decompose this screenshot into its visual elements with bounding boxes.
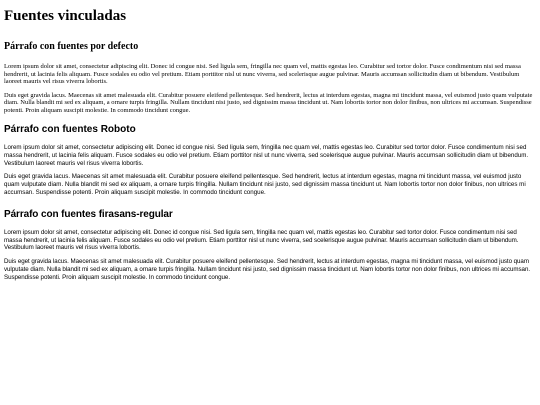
section-heading-default: Párrafo con fuentes por defecto bbox=[4, 41, 139, 52]
section-heading-firasans: Párrafo con fuentes firasans-regular bbox=[4, 208, 173, 220]
paragraph-roboto-2: Duis eget gravida lacus. Maecenas sit amet malesuada elit. Curabitur posuere eleifend pellentesque. Sed hendrerit, lectus at interdum egestas, magna mi tincidunt massa, vel euismod justo quam vulputate diam. Nulla blandit mi sed ex aliquam, a ornare turpis fringilla. Nullam tincidunt nisi justo, sed dignissim massa tincidunt ut. Nam lobortis tortor non dolor finibus, non ultrices mi accumsan. Suspendisse potenti. Proin aliquam suscipit molestie. In commodo tincidunt congue. bbox=[4, 173, 526, 196]
paragraph-firasans-2: Duis eget gravida lacus. Maecenas sit amet malesuada elit. Curabitur posuere eleifend pellentesque. Sed hendrerit, lectus at interdum egestas, magna mi tincidunt massa, vel euismod justo quam vulputate diam. Nulla blandit mi sed ex aliquam, a ornare turpis fringilla. Nullam tincidunt nisi justo, sed dignissim massa tincidunt ut. Nam lobortis tortor non dolor finibus, non ultrices mi accumsan. Suspendisse potenti. Proin aliquam suscipit molestie. In commodo tincidunt congue. bbox=[4, 258, 531, 281]
section-firasans-fonts bbox=[4, 209, 536, 282]
paragraph-roboto-1: Lorem ipsum dolor sit amet, consectetur adipiscing elit. Donec id congue nisi. Sed ligula sem, fringilla nec quam vel, mattis egestas leo. Curabitur sed tortor dolor. Fusce condimentum nisi sed massa hendrerit, ut lacinia felis aliquam. Fusce sodales eu odio vel pretium. Etiam porttitor nisl ut nunc viverra, sed scelerisque augue pulvinar. Mauris accumsan sollicitudin diam ut bibendum. Vestibulum laoreet mauris vel risus viverra lobortis. bbox=[4, 144, 529, 167]
paragraph-default-1: Lorem ipsum dolor sit amet, consectetur adipiscing elit. Donec id congue nisi. Sed ligula sem, fringilla nec quam vel, mattis egestas leo. Curabitur sed tortor dolor. Fusce condimentum nisi sed massa hendrerit, ut lacinia felis aliquam. Fusce sodales eu odio vel pretium. Etiam porttitor nisl ut nunc viverra, sed scelerisque augue pulvinar. Mauris accumsan sollicitudin diam ut bibendum. Vestibulum laoreet mauris vel risus viverra lobortis. bbox=[4, 63, 521, 85]
section-roboto-fonts bbox=[4, 124, 536, 197]
section-default-fonts bbox=[4, 41, 536, 114]
section-heading-roboto: Párrafo con fuentes Roboto bbox=[4, 124, 136, 135]
paragraph-default-2: Duis eget gravida lacus. Maecenas sit amet malesuada elit. Curabitur posuere eleifend pellentesque. Sed hendrerit, lectus at interdum egestas, magna mi tincidunt massa, vel euismod justo quam vulputate diam. Nulla blandit mi sed ex aliquam, a ornare turpis fringilla. Nullam tincidunt nisi justo, sed dignissim massa tincidunt ut. Nam lobortis tortor non dolor finibus, non ultrices mi accumsan. Suspendisse potenti. Proin aliquam suscipit molestie. In commodo tincidunt congue. bbox=[4, 91, 533, 114]
paragraph-firasans-1: Lorem ipsum dolor sit amet, consectetur adipiscing elit. Donec id congue nisi. Sed ligula sem, fringilla nec quam vel, mattis egestas leo. Curabitur sed tortor dolor. Fusce condimentum nisi sed massa hendrerit, ut lacinia felis aliquam. Fusce sodales eu odio vel pretium. Etiam porttitor nisl ut nunc viverra, sed scelerisque augue pulvinar. Mauris accumsan sollicitudin diam ut bibendum. Vestibulum laoreet mauris vel risus viverra lobortis. bbox=[4, 228, 519, 252]
page-title: Fuentes vinculadas bbox=[4, 8, 127, 24]
